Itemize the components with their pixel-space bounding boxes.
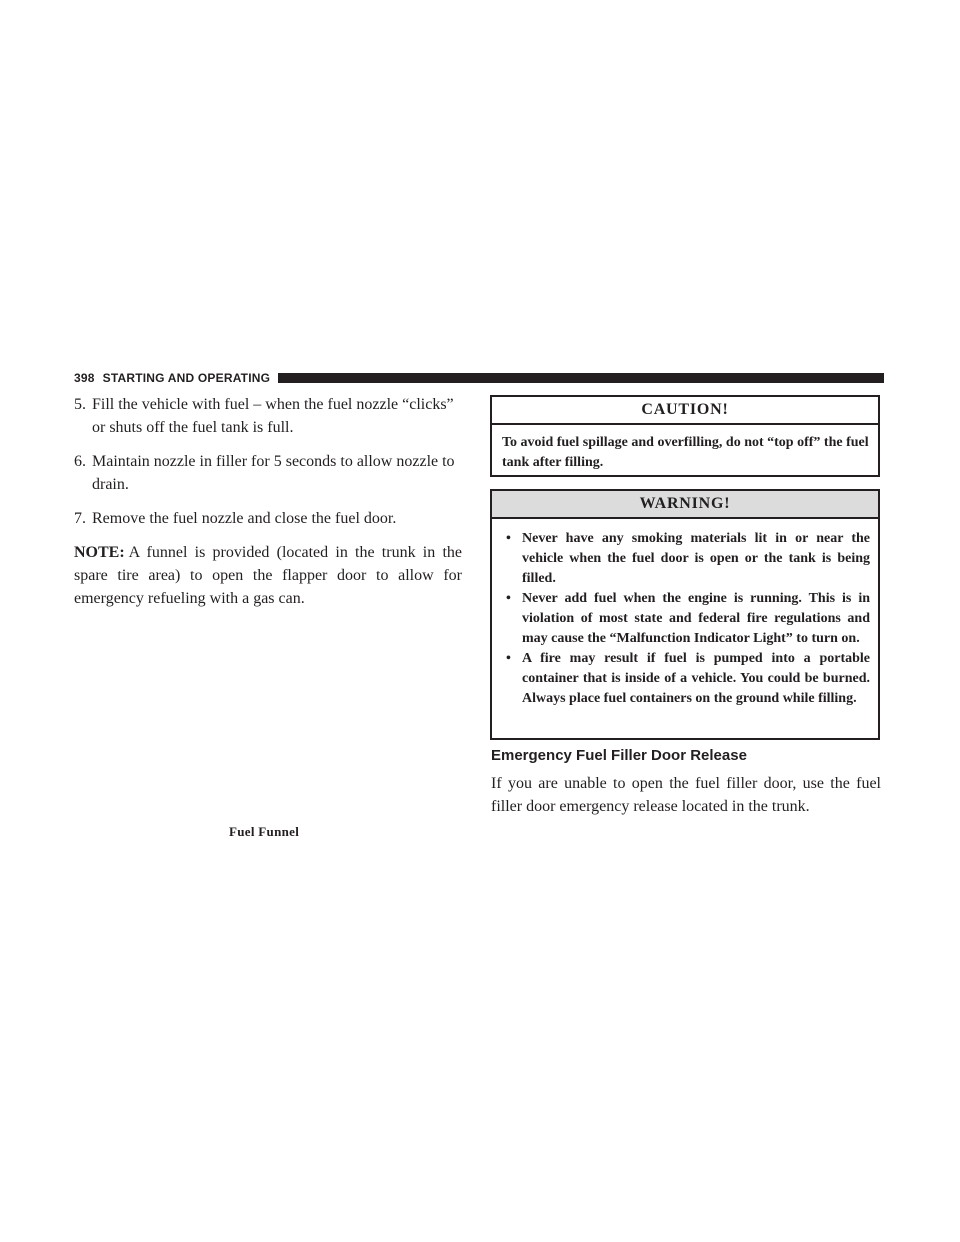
warning-item-text: A fire may result if fuel is pumped into a portable container that is inside of a vehicle. You could be burned. Always place fuel containers on the ground while filling. xyxy=(522,651,870,706)
note-paragraph xyxy=(74,541,462,610)
step-text: Fill the vehicle with fuel – when the fuel nozzle “clicks” or shuts off the fuel tank is full. xyxy=(92,396,454,436)
warning-item xyxy=(502,529,870,589)
left-column xyxy=(74,393,462,610)
figure-caption: Fuel Funnel xyxy=(229,824,300,839)
step-text: Maintain nozzle in filler for 5 seconds to allow nozzle to drain. xyxy=(92,453,455,493)
warning-item-text: Never have any smoking materials lit in or near the vehicle when the fuel door is open or the tank is being filled. xyxy=(522,531,870,586)
step-5 xyxy=(74,393,462,439)
caution-title: CAUTION! xyxy=(492,397,878,425)
step-number: 5. xyxy=(74,396,86,413)
warning-body xyxy=(492,519,878,709)
warning-item-text: Never add fuel when the engine is running. This is in violation of most state and federal fire regulations and may cause the “Malfunction Indicator Light” to turn on. xyxy=(522,591,870,646)
note-text: A funnel is provided (located in the trunk in the spare tire area) to open the flapper door to allow for emergency refueling with a gas can. xyxy=(74,544,462,607)
caution-text: To avoid fuel spillage and overfilling, do not “top off” the fuel tank after filling. xyxy=(502,435,869,470)
warning-item xyxy=(502,649,870,709)
warning-title: WARNING! xyxy=(492,491,878,519)
page-header xyxy=(74,370,884,386)
warning-item xyxy=(502,589,870,649)
bullet-icon: • xyxy=(506,531,511,546)
release-paragraph: If you are unable to open the fuel filler door, use the fuel filler door emergency release located in the trunk. xyxy=(491,775,881,815)
step-number: 6. xyxy=(74,453,86,470)
warning-box xyxy=(490,489,880,740)
step-text: Remove the fuel nozzle and close the fuel door. xyxy=(92,510,397,527)
section-title: STARTING AND OPERATING xyxy=(102,371,271,385)
step-7 xyxy=(74,507,462,530)
caution-box xyxy=(490,395,880,477)
section-heading: Emergency Fuel Filler Door Release xyxy=(491,747,747,764)
bullet-icon: • xyxy=(506,651,511,666)
warning-list xyxy=(502,527,870,709)
note-label: NOTE: xyxy=(74,544,125,561)
step-6 xyxy=(74,450,462,496)
page-number: 398 xyxy=(74,371,95,385)
step-number: 7. xyxy=(74,510,86,527)
bullet-icon: • xyxy=(506,591,511,606)
header-rule xyxy=(278,373,884,383)
